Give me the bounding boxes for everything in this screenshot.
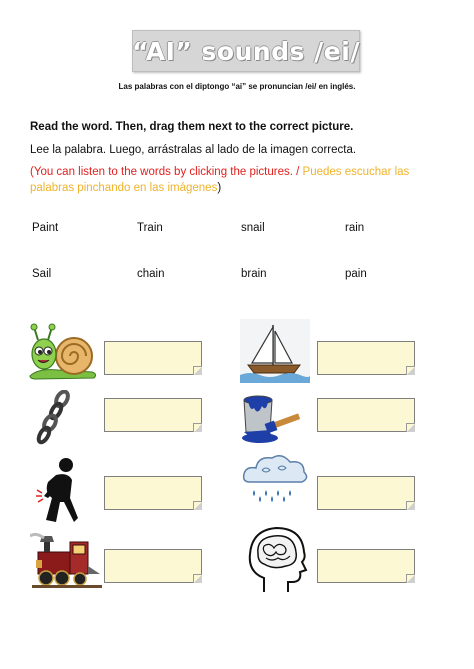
dropzone-pain[interactable] [104,476,202,510]
listen-note-line2 [30,182,221,194]
rain-cloud-icon[interactable] [240,452,312,504]
listen-note-spanish-1: Puedes escuchar las [302,166,410,178]
paint-icon[interactable] [238,388,308,448]
sailboat-icon[interactable] [240,319,310,383]
title-banner [132,30,360,72]
train-icon[interactable] [30,530,104,590]
page-title: “AI” sounds /ei/ [132,36,360,66]
snail-icon[interactable] [28,322,100,382]
listen-note-spanish-2: palabras pinchando en las imágenes [30,182,218,194]
pain-icon[interactable] [34,456,84,526]
dropzone-brain[interactable] [317,549,415,583]
instruction-english: Read the word. Then, drag them next to the correct picture. [30,121,354,133]
dropzone-train[interactable] [104,549,202,583]
listen-note-english: (You can listen to the words by clicking the pictures. [30,166,293,178]
word-paint[interactable]: Paint [32,222,59,234]
chain-icon[interactable] [34,390,74,446]
word-sail[interactable]: Sail [32,268,52,280]
word-brain[interactable]: brain [241,268,267,280]
dropzone-sail[interactable] [317,341,415,375]
dropzone-snail[interactable] [104,341,202,375]
listen-note-line1 [30,166,409,178]
instruction-spanish: Lee la palabra. Luego, arrástralas al lado de la imagen correcta. [30,144,357,156]
listen-separator: / [292,166,303,178]
word-pain[interactable]: pain [345,268,367,280]
brain-icon[interactable] [244,524,310,594]
listen-close-paren: ) [217,182,222,194]
dropzone-chain[interactable] [104,398,202,432]
dropzone-rain[interactable] [317,476,415,510]
word-snail[interactable]: snail [241,222,265,234]
word-rain[interactable]: rain [345,222,365,234]
dropzone-paint[interactable] [317,398,415,432]
word-train[interactable]: Train [137,222,163,234]
subtitle: Las palabras con el diptongo “ai” se pronuncian /ei/ en inglés. [118,82,356,91]
word-chain[interactable]: chain [137,268,165,280]
